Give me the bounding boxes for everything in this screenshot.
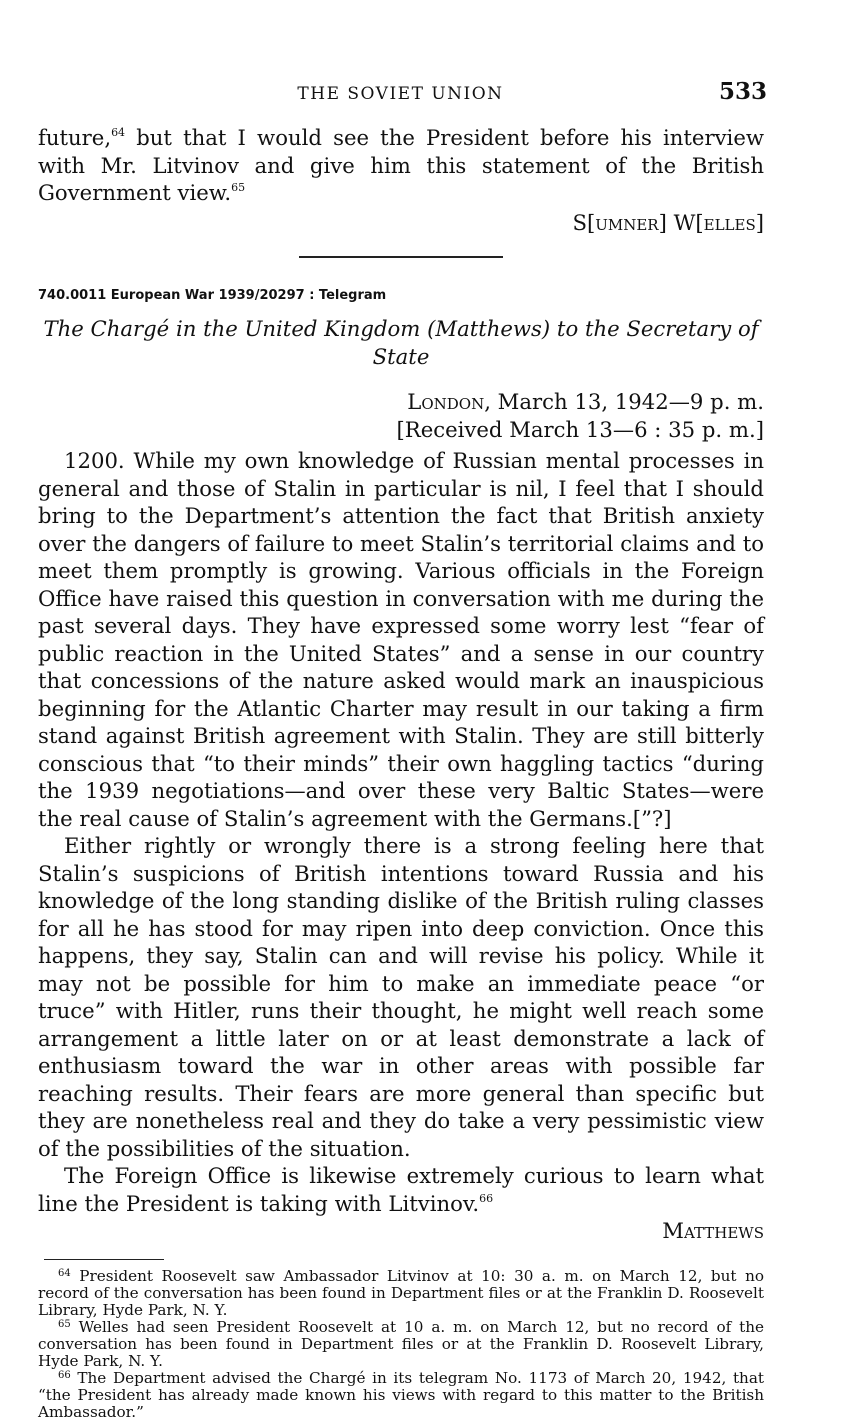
footnote-mark-66: 66 [58,1370,71,1381]
footnote-text-66: The Department advised the Chargé in its telegram No. 1173 of March 20, 1942, that “the President has already made known his views with regard to this matter to the British Ambassador.” [38,1369,764,1421]
continuation-paragraph [38,124,764,207]
footnote-66 [38,1370,764,1421]
footnote-text-64: President Roosevelt saw Ambassador Litvinov at 10: 30 a. m. on March 12, but no record of the conversation has been found in Department files or at the Franklin D. Roosevelt Library, Hyde Park, N. Y. [38,1267,764,1319]
dateline [38,388,764,416]
dateline-date: March 13, 1942—9 p. m. [490,389,764,414]
closing-signature: Matthews [662,1218,764,1243]
footnote-64 [38,1268,764,1319]
running-title: THE SOVIET UNION [297,84,504,104]
file-number: 740.0011 European War 1939/20297 : Telegram [38,287,387,303]
body-paragraph-2: Either rightly or wrongly there is a strong feeling here that Stalin’s suspicions of British intentions toward Russia and his knowledge of the long standing dislike of the British ruling classes for all he has stood for may ripen into deep conviction. Once this happens, they say, Stalin can and will revise his policy. While it may not be possible for him to make an immediate peace “or truce” with Hitler, runs their thought, he might well reach some arrangement a little later on or at least demonstrate a lack of enthusiasm toward the war in other areas with possible far reaching results. Their fears are more general than specific but they are nonetheless real and they do take a very pessimistic view of the possibilities of the situation. [38,833,764,1161]
body-paragraph-3-text: The Foreign Office is likewise extremely curious to learn what line the President is taking with Litvinov. [38,1163,764,1216]
continuation-text-start: future, [38,125,112,150]
received-line: [Received March 13—6 : 35 p. m.] [396,416,764,442]
page-number: 533 [718,78,767,105]
footnote-mark-65: 65 [58,1319,71,1330]
footnote-65 [38,1319,764,1370]
body-paragraph-3 [38,1162,764,1217]
footnote-ref-65: 65 [231,181,246,194]
continuation-text-rest: but that I would see the President before his interview with Mr. Litvinov and give him this statement of the British Government view. [38,125,764,205]
signature-welles: S[umner] W[elles] [572,209,764,235]
dateline-place: London, [407,389,491,414]
footnote-mark-64: 64 [58,1268,71,1279]
body-paragraph-1: 1200. While my own knowledge of Russian mental processes in general and those of Stalin in particular is nil, I feel that I should bring to the Department’s attention the fact that British anxiety over the dangers of failure to meet Stalin’s territorial claims and to meet them promptly is growing. Various officials in the Foreign Office have raised this question in conversation with me during the past several days. They have expressed some worry lest “fear of public reaction in the United States” and a sense in our country that concessions of the nature asked would mark an inauspicious beginning for the Atlantic Charter may result in our taking a firm stand against British agreement with Stalin. They are still bitterly conscious that “to their minds” their own haggling tactics “during the 1939 negotiations—and over these very Baltic States—were the real cause of Stalin’s agreement with the Germans.[”?] [38,448,764,831]
footnote-ref-64: 64 [111,126,126,139]
section-divider [299,256,503,258]
footnote-text-65: Welles had seen President Roosevelt at 10 a. m. on March 12, but no record of the conversation has been found in Department files or at the Franklin D. Roosevelt Library, Hyde Park, N. Y. [38,1318,765,1370]
footnote-ref-66: 66 [479,1191,494,1205]
document-heading: The Chargé in the United Kingdom (Matthews) to the Secretary of State [43,316,759,369]
running-head [40,78,767,108]
footnotes [38,1268,764,1421]
footnote-rule [44,1259,164,1261]
page-body [38,124,764,1421]
